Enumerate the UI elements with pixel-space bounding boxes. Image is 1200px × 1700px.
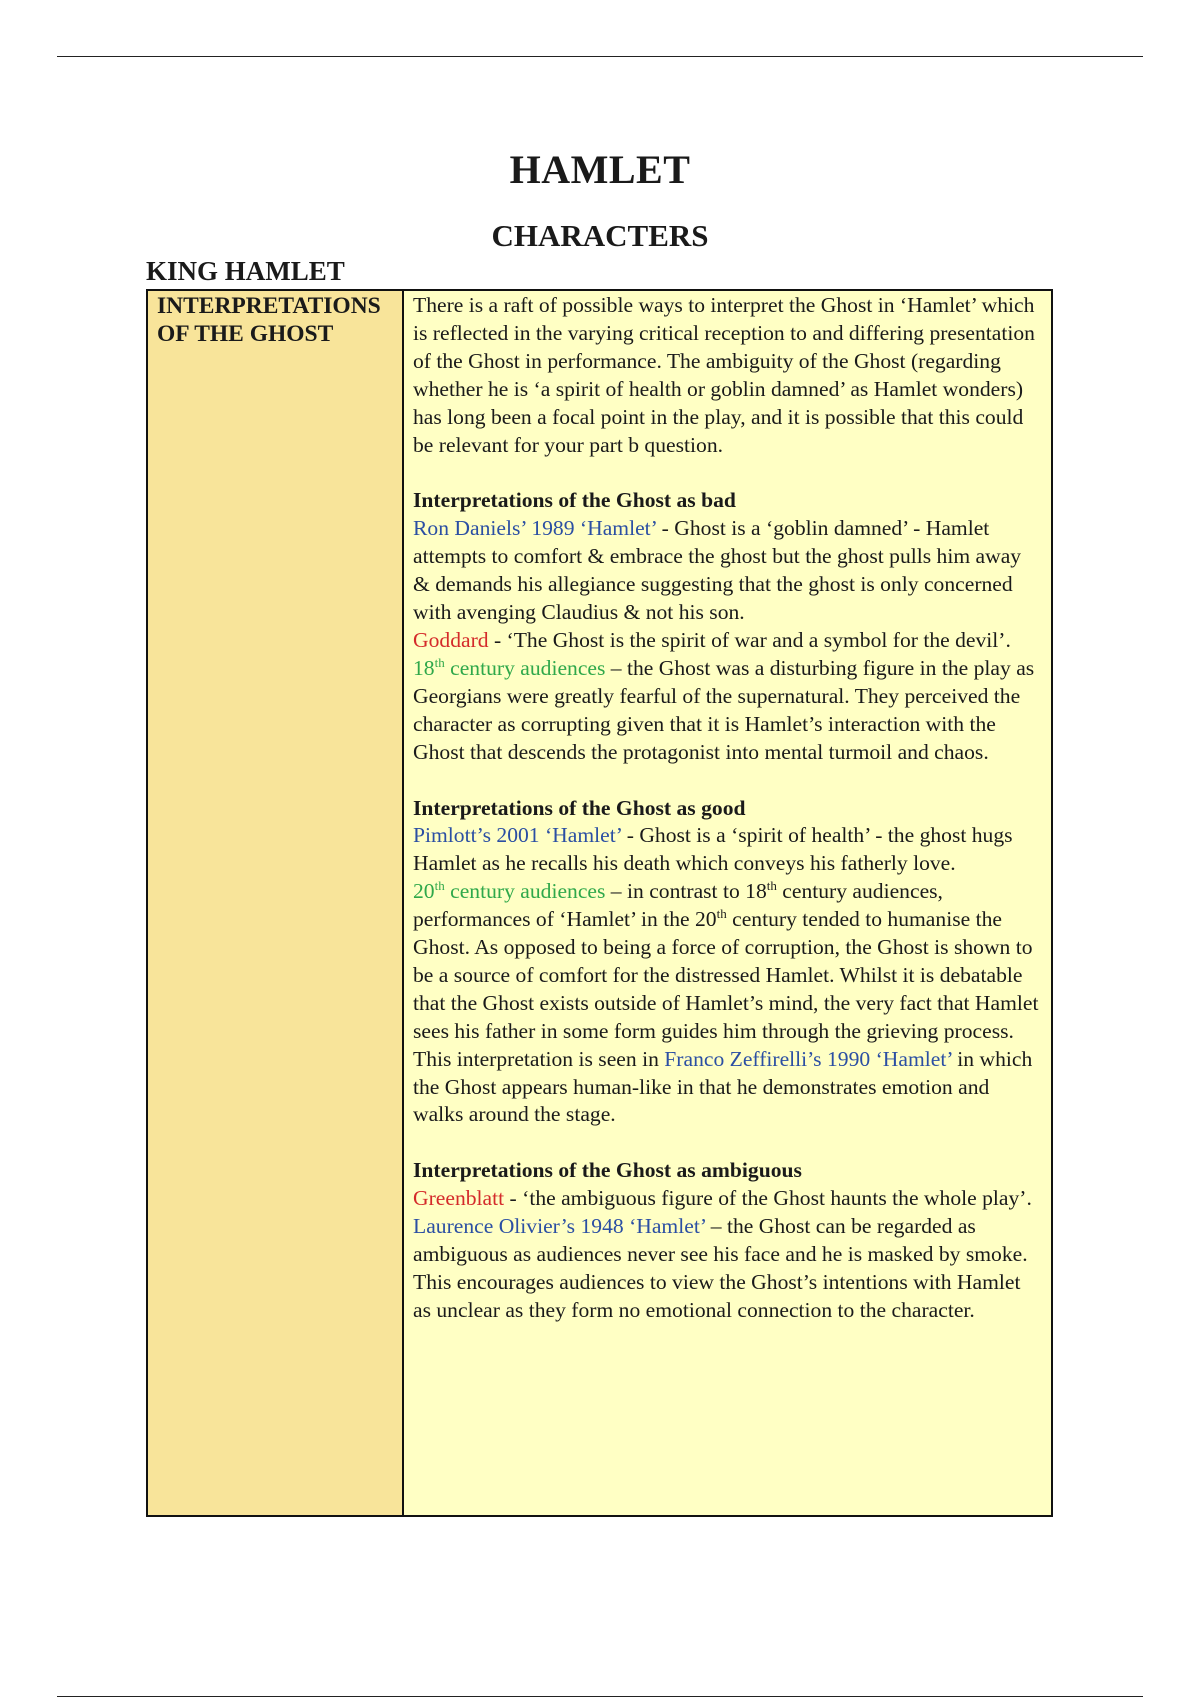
top-rule [57, 56, 1143, 57]
daniels-entry [413, 515, 1041, 627]
intro-paragraph: There is a raft of possible ways to interpret the Ghost in ‘Hamlet’ which is reflected in the varying critical reception to and differing presentation of the Ghost in performance. The ambiguity of the Ghost (regarding whether he is ‘a spirit of health or goblin damned’ as Hamlet wonders) has long been a focal point in the play, and it is possible that this could be relevant for your part b question. [413, 293, 1035, 457]
goddard-entry [413, 627, 1041, 655]
interpretations-table [146, 289, 1053, 1517]
c18-entry [413, 655, 1041, 767]
daniels-source: Ron Daniels’ 1989 ‘Hamlet’ [413, 516, 657, 541]
goddard-text: - ‘The Ghost is the spirit of war and a symbol for the devil’. [488, 627, 1011, 652]
page-title: HAMLET [509, 147, 691, 192]
section-heading: KING HAMLET [146, 256, 345, 286]
zeffirelli-source: Franco Zeffirelli’s 1990 ‘Hamlet’ [664, 1046, 952, 1071]
daniels-text: - Ghost is a ‘goblin damned’ - Hamlet attempts to comfort & embrace the ghost but the ghost pulls him away & demands his allegiance suggesting that the ghost is only concerned with avenging Claudius & not his son. [413, 516, 1022, 625]
good-heading: Interpretations of the Ghost as good [413, 795, 746, 820]
table-content-cell [404, 291, 1051, 1515]
greenblatt-entry [413, 1185, 1041, 1213]
greenblatt-text: - ‘the ambiguous figure of the Ghost haunts the whole play’. [504, 1186, 1032, 1211]
bad-heading: Interpretations of the Ghost as bad [413, 488, 736, 513]
olivier-entry [413, 1213, 1041, 1325]
pimlott-source: Pimlott’s 2001 ‘Hamlet’ [413, 823, 622, 848]
table-label: INTERPRETATIONS OF THE GHOST [157, 293, 381, 347]
c20-entry: 20th century audiences – in contrast to 18th century audiences, performances of ‘Hamlet’ in the 20th century tended to humanise the Ghost. As opposed to being a force of corruption, the Ghost is shown to be a source of comfort for the distressed Hamlet. Whilst it is debatable that the Ghost exists outside of Hamlet’s mind, the very fact that Hamlet sees his father in some form guides him through the grieving process. This interpretation is seen in Franco Zeffirelli’s 1990 ‘Hamlet’ in which the Ghost appears human-like in that he demonstrates emotion and walks around the stage. [413, 878, 1039, 1127]
bottom-rule [57, 1696, 1143, 1697]
olivier-source: Laurence Olivier’s 1948 ‘Hamlet’ [413, 1214, 706, 1239]
c20-source: 20th century audiences [413, 878, 606, 904]
c18-text: – the Ghost was a disturbing figure in the play as Georgians were greatly fearful of the supernatural. They perceived the character as corrupting given that it is Hamlet’s interaction with the Ghost that descends the protagonist into mental turmoil and chaos. [413, 655, 1035, 764]
pimlott-entry [413, 822, 1041, 878]
ambiguous-heading: Interpretations of the Ghost as ambiguous [413, 1158, 802, 1183]
goddard-source: Goddard [413, 627, 489, 652]
olivier-text: – the Ghost can be regarded as ambiguous as audiences never see his face and he is masked by smoke. This encourages audiences to view the Ghost’s intentions with Hamlet as unclear as they form no emotional connection to the character. [413, 1214, 1028, 1322]
c18-source: 18th century audiences [413, 654, 606, 680]
pimlott-text: - Ghost is a ‘spirit of health’ - the ghost hugs Hamlet as he recalls his death which conveys his fatherly love. [413, 823, 1013, 876]
table-label-cell [148, 291, 404, 1515]
page-subtitle: CHARACTERS [491, 218, 709, 253]
greenblatt-source: Greenblatt [413, 1186, 505, 1211]
